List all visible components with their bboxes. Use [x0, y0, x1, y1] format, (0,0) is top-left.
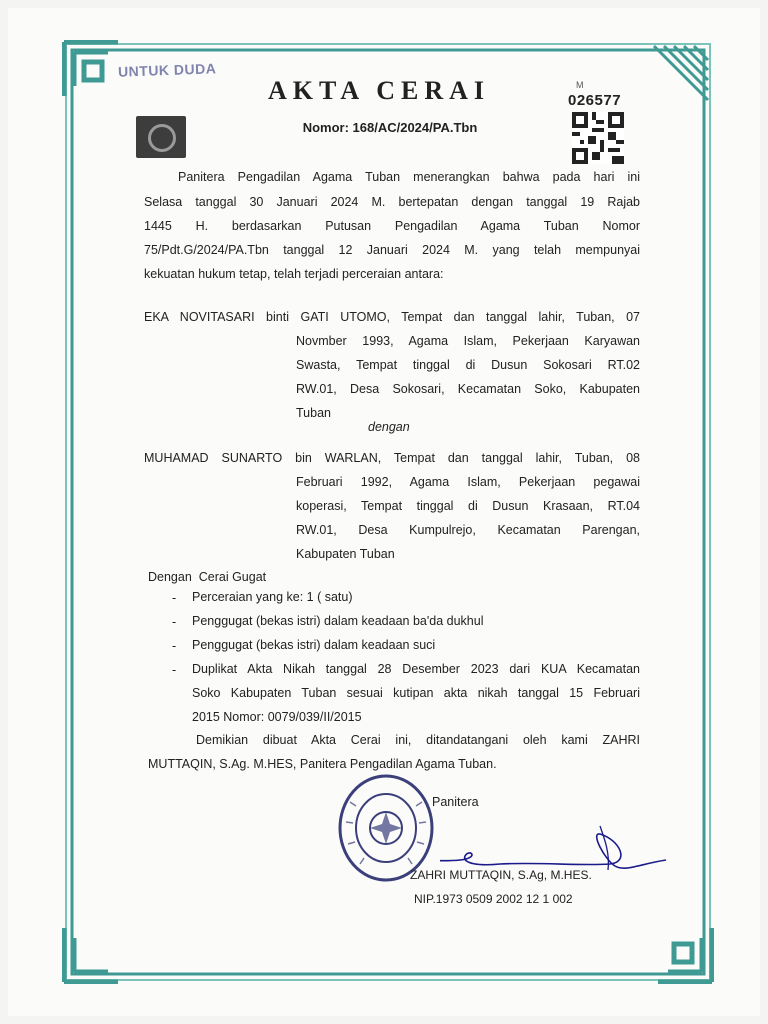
- cerai-type: Dengan Cerai Gugat: [148, 570, 267, 584]
- document-number: Nomor: 168/AC/2024/PA.Tbn: [302, 120, 478, 135]
- party2-line-5: Kabupaten Tuban: [296, 547, 395, 561]
- serial-number: 026577: [568, 92, 622, 109]
- signer-name: ZAHRI MUTTAQIN, S.Ag, M.HES.: [410, 868, 592, 882]
- party1-line-5: Tuban: [296, 406, 331, 420]
- document-title: AKTA CERAI: [268, 76, 491, 105]
- bullet-item: Penggugat (bekas istri) dalam keadaan suci: [192, 638, 436, 652]
- party1-line-3: Swasta, Tempat tinggal di Dusun Sokosari RT.02: [296, 358, 640, 372]
- intro-line-1: Panitera Pengadilan Agama Tuban menerangkan bahwa pada hari ini: [178, 170, 640, 184]
- bullet-item-cont: 2015 Nomor: 0079/039/II/2015: [192, 710, 362, 724]
- closing-line-1: Demikian dibuat Akta Cerai ini, ditandatangani oleh kami ZAHRI: [196, 733, 640, 747]
- bullet-item-cont: Soko Kabupaten Tuban sesuai kutipan akta nikah tanggal 15 Februari: [192, 686, 640, 700]
- bullet-item: Perceraian yang ke: 1 ( satu): [192, 590, 353, 604]
- intro-line-5: kekuatan hukum tetap, telah terjadi perceraian antara:: [144, 267, 444, 281]
- bullet-dash: -: [172, 591, 177, 605]
- bullet-item: Penggugat (bekas istri) dalam keadaan ba'da dukhul: [192, 614, 484, 628]
- bullet-item: Duplikat Akta Nikah tanggal 28 Desember 2023 dari KUA Kecamatan: [192, 662, 640, 676]
- party1-name-line: EKA NOVITASARI binti GATI UTOMO, Tempat dan tanggal lahir, Tuban, 07: [144, 310, 640, 324]
- party2-line-3: koperasi, Tempat tinggal di Dusun Krasaan, RT.04: [296, 499, 640, 513]
- signer-title: Panitera: [432, 795, 479, 809]
- bullet-dash: -: [172, 615, 177, 629]
- party2-line-2: Februari 1992, Agama Islam, Pekerjaan pegawai: [296, 475, 640, 489]
- party1-line-2: Novmber 1993, Agama Islam, Pekerjaan Karyawan: [296, 334, 640, 348]
- intro-line-4: 75/Pdt.G/2024/PA.Tbn tanggal 12 Januari 2024 M. yang telah mempunyai: [144, 243, 640, 257]
- bullet-dash: -: [172, 639, 177, 653]
- party1-line-4: RW.01, Desa Sokosari, Kecamatan Soko, Kabupaten: [296, 382, 640, 396]
- party2-name-line: MUHAMAD SUNARTO bin WARLAN, Tempat dan tanggal lahir, Tuban, 08: [144, 451, 640, 465]
- intro-line-2: Selasa tanggal 30 Januari 2024 M. bertepatan dengan tanggal 19 Rajab: [144, 195, 640, 209]
- closing-line-2: MUTTAQIN, S.Ag. M.HES, Panitera Pengadilan Agama Tuban.: [148, 757, 497, 771]
- untuk-duda-stamp: UNTUK DUDA: [117, 60, 217, 80]
- intro-line-3: 1445 H. berdasarkan Putusan Pengadilan Agama Tuban Nomor: [144, 219, 640, 233]
- serial-prefix: M: [576, 80, 584, 90]
- signer-nip: NIP.1973 0509 2002 12 1 002: [414, 892, 573, 906]
- bullet-dash: -: [172, 663, 177, 677]
- party2-line-4: RW.01, Desa Kumpulrejo, Kecamatan Parengan,: [296, 523, 640, 537]
- dengan-label: dengan: [368, 420, 410, 434]
